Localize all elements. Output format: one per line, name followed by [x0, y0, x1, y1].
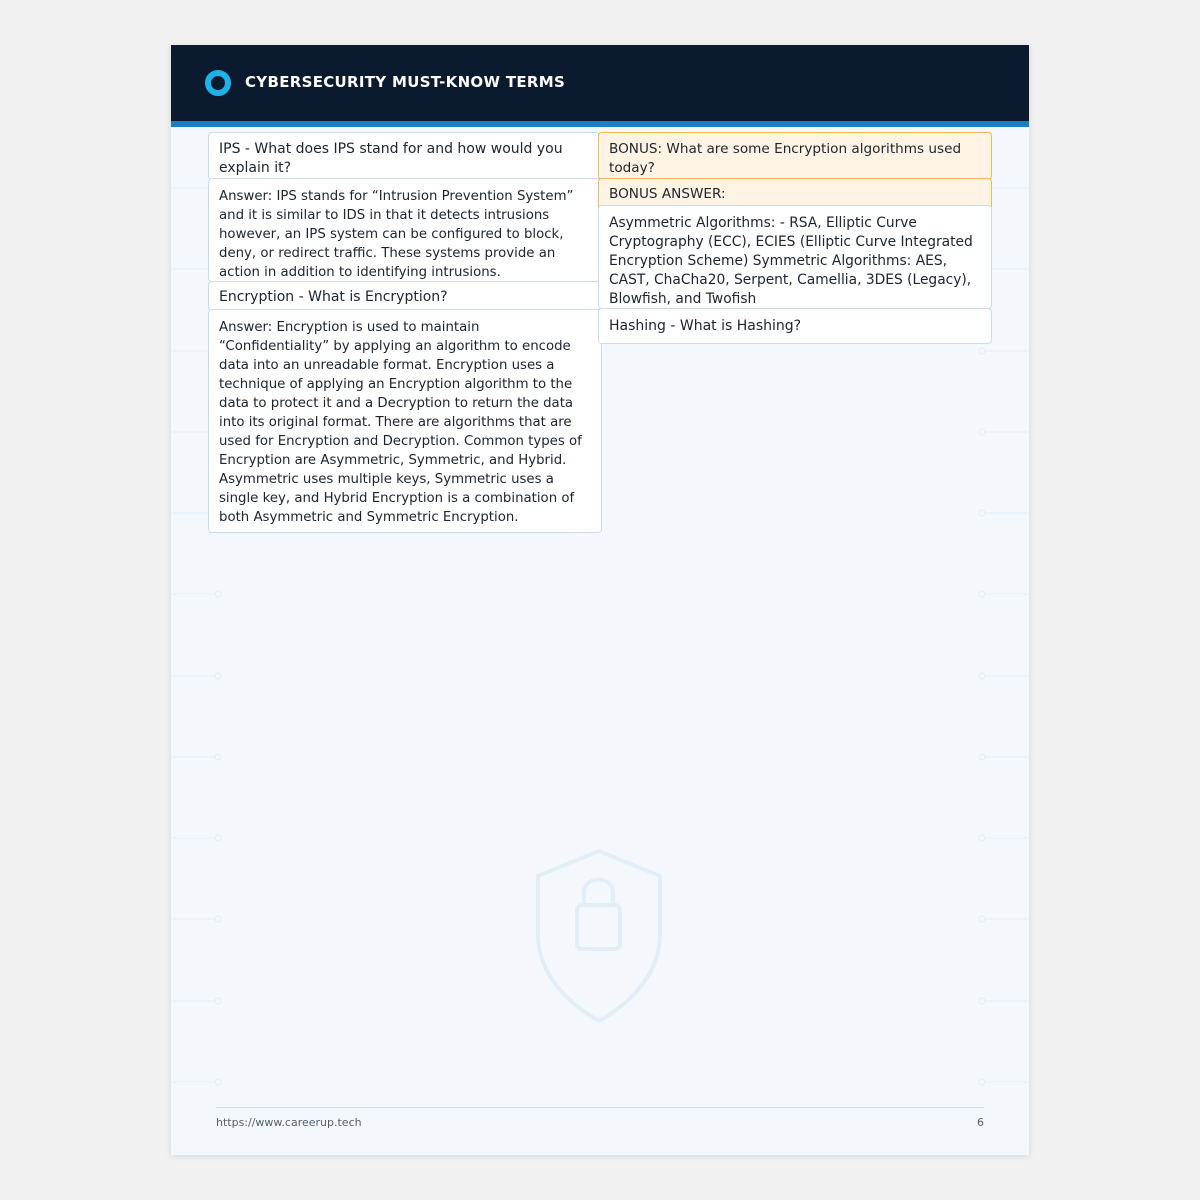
footer-url: https://www.careerup.tech — [216, 1116, 362, 1129]
bonus-answer-label-card: BONUS ANSWER: — [598, 178, 992, 210]
bonus-answer-card: Asymmetric Algorithms: - RSA, Elliptic Curve Cryptography (ECC), ECIES (Elliptic Curve Integrated Encryption Scheme) Symmetric Algorithms: AES, CAST, ChaCha20, Serpent, Camellia, 3DES (Legacy), Blowfish, and Twofish — [598, 205, 992, 309]
page-header — [171, 45, 1029, 121]
ring-logo-icon — [204, 69, 232, 97]
page-title: CYBERSECURITY MUST-KNOW TERMS — [245, 73, 566, 91]
ips-question-card: IPS - What does IPS stand for and how would you explain it? — [208, 132, 600, 180]
shield-lock-icon — [533, 845, 665, 1025]
footer-divider — [216, 1107, 984, 1108]
page-number: 6 — [977, 1116, 984, 1129]
encryption-answer-card: Answer: Encryption is used to maintain “Confidentiality” by applying an algorithm to encode data into an unreadable format. Encryption uses a technique of applying an Encryption algorithm to the data to protect it and a Decryption to return the data into its original format. There are algorithms that are used for Encryption and Decryption. Common types of Encryption are Asymmetric, Symmetric, and Hybrid. Asymmetric uses multiple keys, Symmetric uses a single key, and Hybrid Encryption is a combination of both Asymmetric and Symmetric Encryption. — [208, 309, 602, 533]
document-page — [171, 45, 1029, 1155]
encryption-question-card: Encryption - What is Encryption? — [208, 281, 600, 311]
hashing-question-card: Hashing - What is Hashing? — [598, 308, 992, 344]
header-accent-bar — [171, 121, 1029, 127]
ips-answer-card: Answer: IPS stands for “Intrusion Prevention System” and it is similar to IDS in that it detects intrusions however, an IPS system can be configured to block, deny, or redirect traffic. These systems provide an action in addition to identifying intrusions. — [208, 178, 600, 282]
bonus-question-card: BONUS: What are some Encryption algorithms used today? — [598, 132, 992, 180]
